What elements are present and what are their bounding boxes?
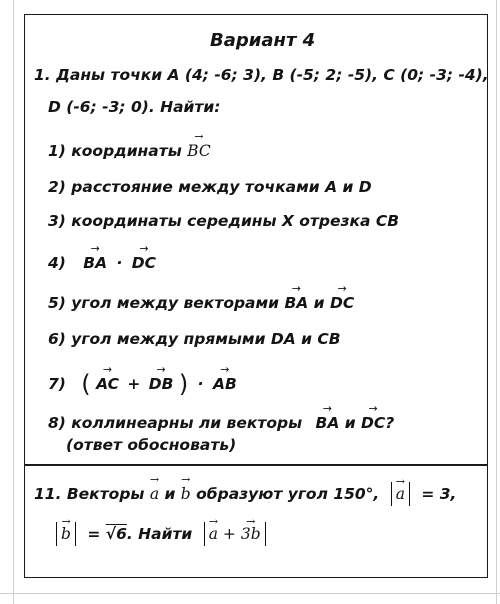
item-8-text: 8) коллинеарны ли векторы [48,414,303,432]
task2-angle-text: образуют угол 150°, [196,485,380,503]
plus-operator: + [222,525,236,543]
abs-expression [204,522,266,546]
vector-ac: → AC [96,375,119,393]
sqrt-6: √6 [105,525,127,543]
task1-line2: D (-6; -3; 0). Найти: [48,98,221,116]
vector-b: → b [61,522,71,546]
variant-title: Вариант 4 [210,30,316,51]
task2-line2 [56,522,266,546]
abs-b [56,522,76,546]
equals-3: = 3, [421,485,457,503]
vector-db: → DB [149,375,174,393]
abs-a [391,482,410,506]
vector-ba: → BA [284,294,308,312]
item-5-text: 5) угол между векторами [48,294,280,312]
vector-bc: → BC [187,142,211,160]
vector-a: → a [209,522,218,546]
question-mark: ? [385,414,395,432]
item-4 [48,254,156,272]
vector-ba: → BA [316,414,340,432]
task2-prefix: 11. Векторы [34,485,145,503]
vector-dc: → DC [132,254,156,272]
bottom-gutter-line [0,593,500,594]
item-6: 6) угол между прямыми DA и СВ [48,330,341,348]
item-7-number: 7) [48,375,66,393]
item-1 [48,142,211,160]
item-5-and: и [313,294,325,312]
task-divider [24,464,488,466]
item-1-text: 1) координаты [48,142,182,160]
vector-ab: → AB [213,375,237,393]
item-5 [48,294,354,312]
vector-a: → a [150,485,159,503]
item-8-and: и [344,414,356,432]
left-gutter-line [13,0,14,604]
right-gutter-line [496,0,497,604]
vector-b: → b [181,485,191,503]
close-paren: ) [178,370,189,398]
find-text: . Найти [126,525,193,543]
vector-dc: → DC [361,414,385,432]
item-8 [48,414,394,432]
task2-and: и [164,485,176,503]
item-8-note: (ответ обосновать) [66,436,237,454]
vector-a: → a [396,482,405,506]
plus-operator: + [127,375,141,393]
task1-line1: 1. Даны точки А (4; -6; 3), В (-5; 2; -5), С (0; -3; -4), [34,66,489,84]
vector-dc: → DC [330,294,354,312]
item-3: 3) координаты середины Х отрезка СВ [48,212,400,230]
dot-operator: · [197,375,204,393]
equals-sign: = [87,525,101,543]
task2-line1 [34,482,456,506]
dot-operator: · [116,254,123,272]
item-4-number: 4) [48,254,66,272]
item-2: 2) расстояние между точками А и D [48,178,372,196]
open-paren: ( [81,370,91,398]
item-7 [48,370,237,398]
vector-3b: → 3b [241,522,261,546]
vector-ba: → BA [83,254,107,272]
